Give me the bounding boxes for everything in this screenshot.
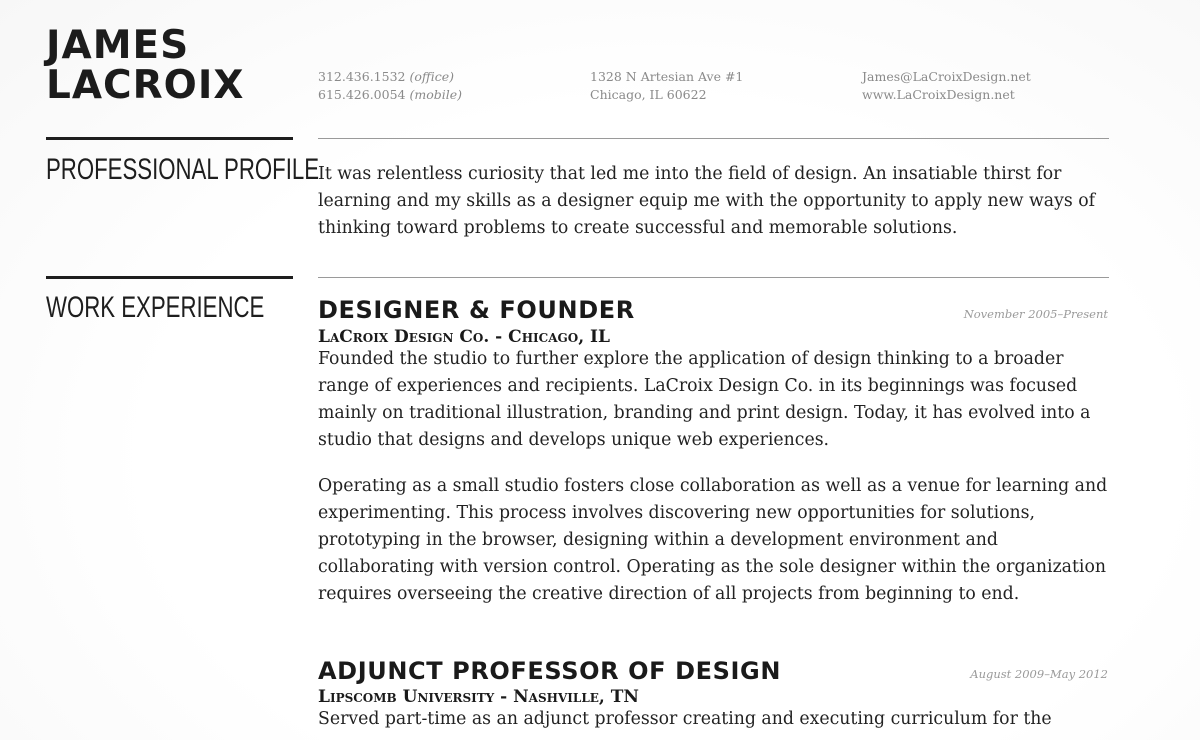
email-link[interactable]: James@LaCroixDesign.net bbox=[862, 69, 1031, 84]
experience-right-rule bbox=[318, 277, 1109, 278]
job-dates: August 2009–May 2012 bbox=[970, 667, 1108, 681]
job-organization: LaCroix Design Co. - Chicago, IL bbox=[318, 327, 610, 347]
job-organization: Lipscomb University - Nashville, TN bbox=[318, 687, 639, 707]
profile-right-rule bbox=[318, 138, 1109, 139]
phone-office bbox=[318, 68, 462, 86]
phone-mobile-label: (mobile) bbox=[409, 87, 462, 102]
contact-address bbox=[590, 68, 743, 104]
phone-mobile bbox=[318, 86, 462, 104]
profile-section-label: PROFESSIONAL PROFILE bbox=[46, 153, 320, 186]
first-name: JAMES bbox=[46, 23, 190, 68]
phone-mobile-number: 615.426.0054 bbox=[318, 87, 406, 102]
job-dates: November 2005–Present bbox=[963, 307, 1108, 321]
website-link[interactable]: www.LaCroixDesign.net bbox=[862, 87, 1015, 102]
profile-left-rule bbox=[46, 137, 293, 140]
contact-phones bbox=[318, 68, 462, 104]
profile-text: It was relentless curiosity that led me into the field of design. An insatiable thirst for learning and my skills as a designer equip me with the opportunity to apply new ways of thinking toward problems to create successful and memorable solutions. bbox=[318, 164, 1096, 238]
experience-left-rule bbox=[46, 276, 293, 279]
contact-online bbox=[862, 68, 1031, 104]
job-description-paragraph: Operating as a small studio fosters close collaboration as well as a venue for learning and experimenting. This process involves discovering new opportunities for solutions, prototyping in the browser, designing within a development environment and collaborating with version control. Operating as the sole designer within the organization requires overseeing the creative direction of all projects from beginning to end. bbox=[318, 476, 1108, 604]
phone-office-label: (office) bbox=[409, 69, 454, 84]
job-description-paragraph: Served part-time as an adjunct professor creating and executing curriculum for the bbox=[318, 709, 1052, 729]
job-title: DESIGNER & FOUNDER bbox=[318, 296, 635, 324]
phone-office-number: 312.436.1532 bbox=[318, 69, 406, 84]
resume-name bbox=[46, 23, 245, 108]
address-line-1: 1328 N Artesian Ave #1 bbox=[590, 69, 744, 84]
job-title: ADJUNCT PROFESSOR OF DESIGN bbox=[318, 657, 782, 685]
job-description-paragraph: Founded the studio to further explore the application of design thinking to a broader range of experiences and recipients. LaCroix Design Co. in its beginnings was focused mainly on traditional illustration, branding and print design. Today, it has evolved into a studio that designs and develops unique web experiences. bbox=[318, 349, 1091, 450]
experience-section-label: WORK EXPERIENCE bbox=[46, 291, 265, 324]
last-name: LACROIX bbox=[46, 63, 245, 108]
address-line-2: Chicago, IL 60622 bbox=[590, 87, 707, 102]
